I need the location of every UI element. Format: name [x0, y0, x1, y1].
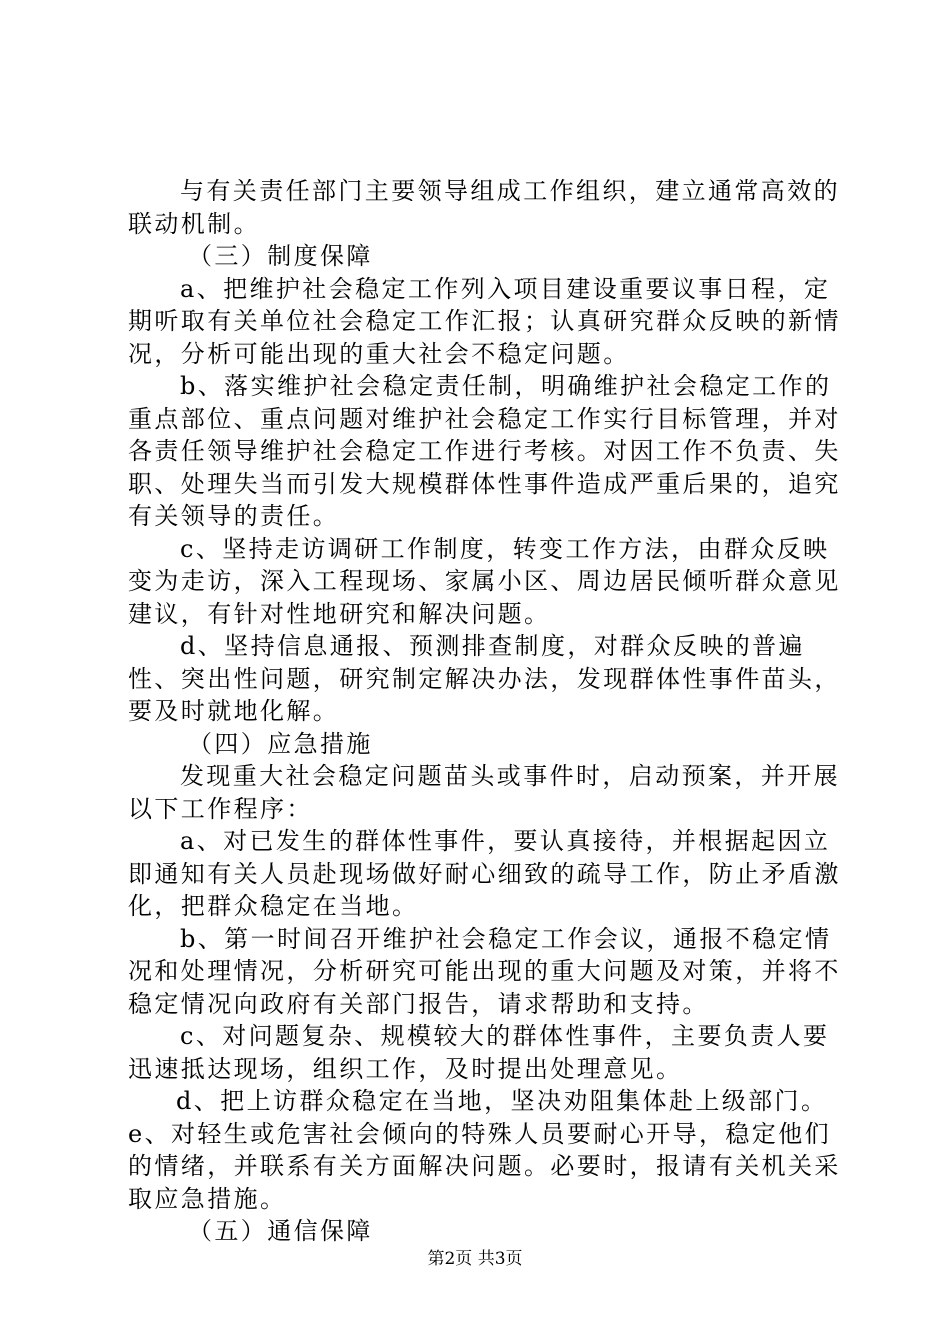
paragraph-4d: d、把上访群众稳定在当地，坚决劝阻集体赴上级部门。	[176, 1087, 828, 1115]
section-heading-communication-guarantee: （五）通信保障	[188, 1217, 373, 1245]
paragraph-4b: b、第一时间召开维护社会稳定工作会议，通报不稳定情况和处理情况，分析研究可能出现的重大问题及对策，并将不稳定情况向政府有关部门报告，请求帮助和支持。	[128, 924, 841, 1018]
paragraph-3b: b、落实维护社会稳定责任制，明确维护社会稳定工作的重点部位、重点问题对维护社会稳定工作实行目标管理，并对各责任领导维护社会稳定工作进行考核。对因工作不负责、失职、处理失当而引发大规模群体性事件造成严重后果的，追究有关领导的责任。	[128, 372, 841, 530]
paragraph-3d: d、坚持信息通报、预测排查制度，对群众反映的普遍性、突出性问题，研究制定解决办法，发现群体性事件苗头，要及时就地化解。	[128, 632, 841, 725]
page-number-label: 第2页 共3页	[427, 1249, 523, 1269]
section-heading-emergency-measures: （四）应急措施	[188, 729, 373, 758]
paragraph-linkage: 与有关责任部门主要领导组成工作组织，建立通常高效的联动机制。	[128, 177, 840, 238]
paragraph-4e: e、对轻生或危害社会倾向的特殊人员要耐心开导，稳定他们的情绪，并联系有关方面解决问题。必要时，报请有关机关采取应急措施。	[128, 1119, 841, 1213]
paragraph-4c: c、对问题复杂、规模较大的群体性事件，主要负责人要迅速抵达现场，组织工作，及时提出处理意见。	[128, 1022, 830, 1083]
document-body	[128, 175, 848, 1248]
section-heading-institutional-guarantee: （三）制度保障	[188, 242, 373, 270]
paragraph-4a: a、对已发生的群体性事件，要认真接待，并根据起因立即通知有关人员赴现场做好耐心细致的疏导工作，防止矛盾激化，把群众稳定在当地。	[128, 827, 841, 920]
paragraph-3c: c、坚持走访调研工作制度，转变工作方法，由群众反映变为走访，深入工程现场、家属小区、周边居民倾听群众意见建议，有针对性地研究和解决问题。	[128, 534, 841, 628]
paragraph-3a: a、把维护社会稳定工作列入项目建设重要议事日程，定期听取有关单位社会稳定工作汇报；认真研究群众反映的新情况，分析可能出现的重大社会不稳定问题。	[128, 274, 841, 368]
page-footer	[0, 1244, 950, 1269]
paragraph-4-intro: 发现重大社会稳定问题苗头或事件时，启动预案，并开展以下工作程序：	[128, 762, 840, 823]
